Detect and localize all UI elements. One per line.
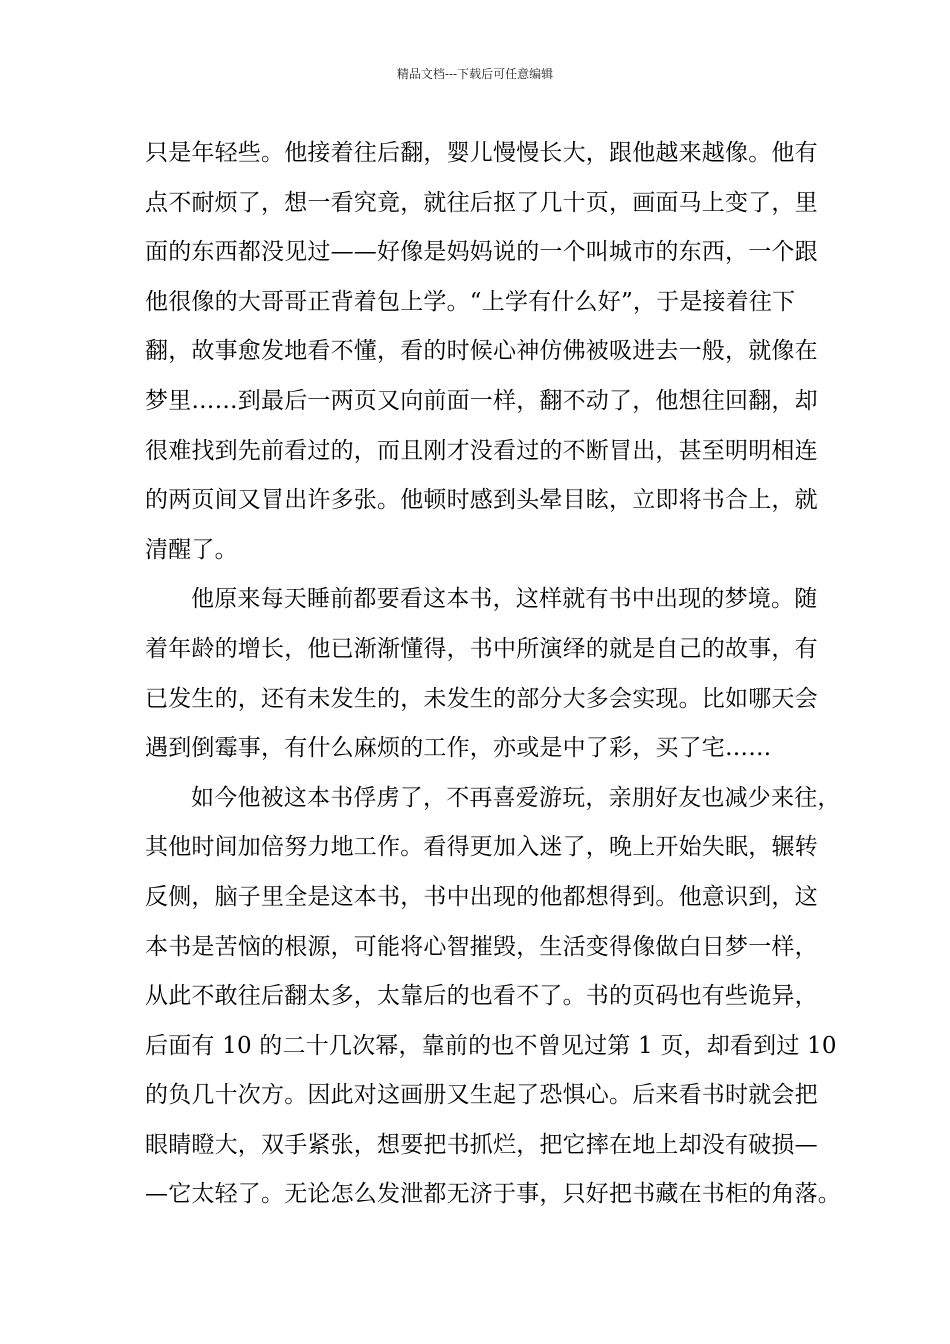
text-line: 已发生的，还有未发生的，未发生的部分大多会实现。比如哪天会: [145, 685, 818, 712]
text-line: 后面有 10 的二十几次幂，靠前的也不曾见过第 1 页，却看到过 10: [145, 1032, 837, 1059]
text-line: 从此不敢往后翻太多，太靠后的也看不了。书的页码也有些诡异，: [145, 983, 818, 1010]
text-line: 眼睛瞪大，双手紧张，想要把书抓烂，把它摔在地上却没有破损—: [145, 1131, 818, 1158]
body-text: [145, 132, 845, 1223]
paragraph-first-line: 他原来每天睡前都要看这本书，这样就有书中出现的梦境。随: [191, 586, 818, 613]
text-line: 反侧，脑子里全是这本书，书中出现的他都想得到。他意识到，这: [145, 883, 818, 910]
text-line: —它太轻了。无论怎么发泄都无济于事，只好把书藏在书柜的角落。: [145, 1181, 841, 1208]
text-line: 本书是苦恼的根源，可能将心智摧毁，生活变得像做白日梦一样，: [145, 933, 818, 960]
text-line: 点不耐烦了，想一看究竟，就往后抠了几十页，画面马上变了，里: [145, 189, 818, 216]
text-line: 很难找到先前看过的，而且刚才没看过的不断冒出，甚至明明相连: [145, 437, 818, 464]
text-line: 他很像的大哥哥正背着包上学。“上学有什么好”，于是接着往下: [145, 288, 796, 315]
paragraph-first-line: 如今他被这本书俘虏了，不再喜爱游玩，亲朋好友也减少来往，: [191, 784, 841, 811]
text-line: 遇到倒霉事，有什么麻烦的工作，亦或是中了彩，买了宅……: [145, 735, 772, 762]
page-header: 精品文档---下载后可任意编辑: [396, 67, 554, 81]
text-line: 的负几十次方。因此对这画册又生起了恐惧心。后来看书时就会把: [145, 1082, 818, 1109]
text-line: 翻，故事愈发地看不懂，看的时候心神仿佛被吸进去一般，就像在: [145, 338, 818, 365]
text-line: 着年龄的增长，他已渐渐懂得，书中所演绎的就是自己的故事，有: [145, 635, 818, 662]
text-line: 面的东西都没见过——好像是妈妈说的一个叫城市的东西，一个跟: [145, 239, 818, 266]
text-line: 梦里……到最后一两页又向前面一样，翻不动了，他想往回翻，却: [145, 387, 818, 414]
text-line: 其他时间加倍努力地工作。看得更加入迷了，晚上开始失眠，辗转: [145, 834, 818, 861]
text-line: 只是年轻些。他接着往后翻，婴儿慢慢长大，跟他越来越像。他有: [145, 140, 818, 166]
text-line: 的两页间又冒出许多张。他顿时感到头晕目眩，立即将书合上，就: [145, 487, 818, 514]
text-line: 清醒了。: [145, 536, 238, 563]
